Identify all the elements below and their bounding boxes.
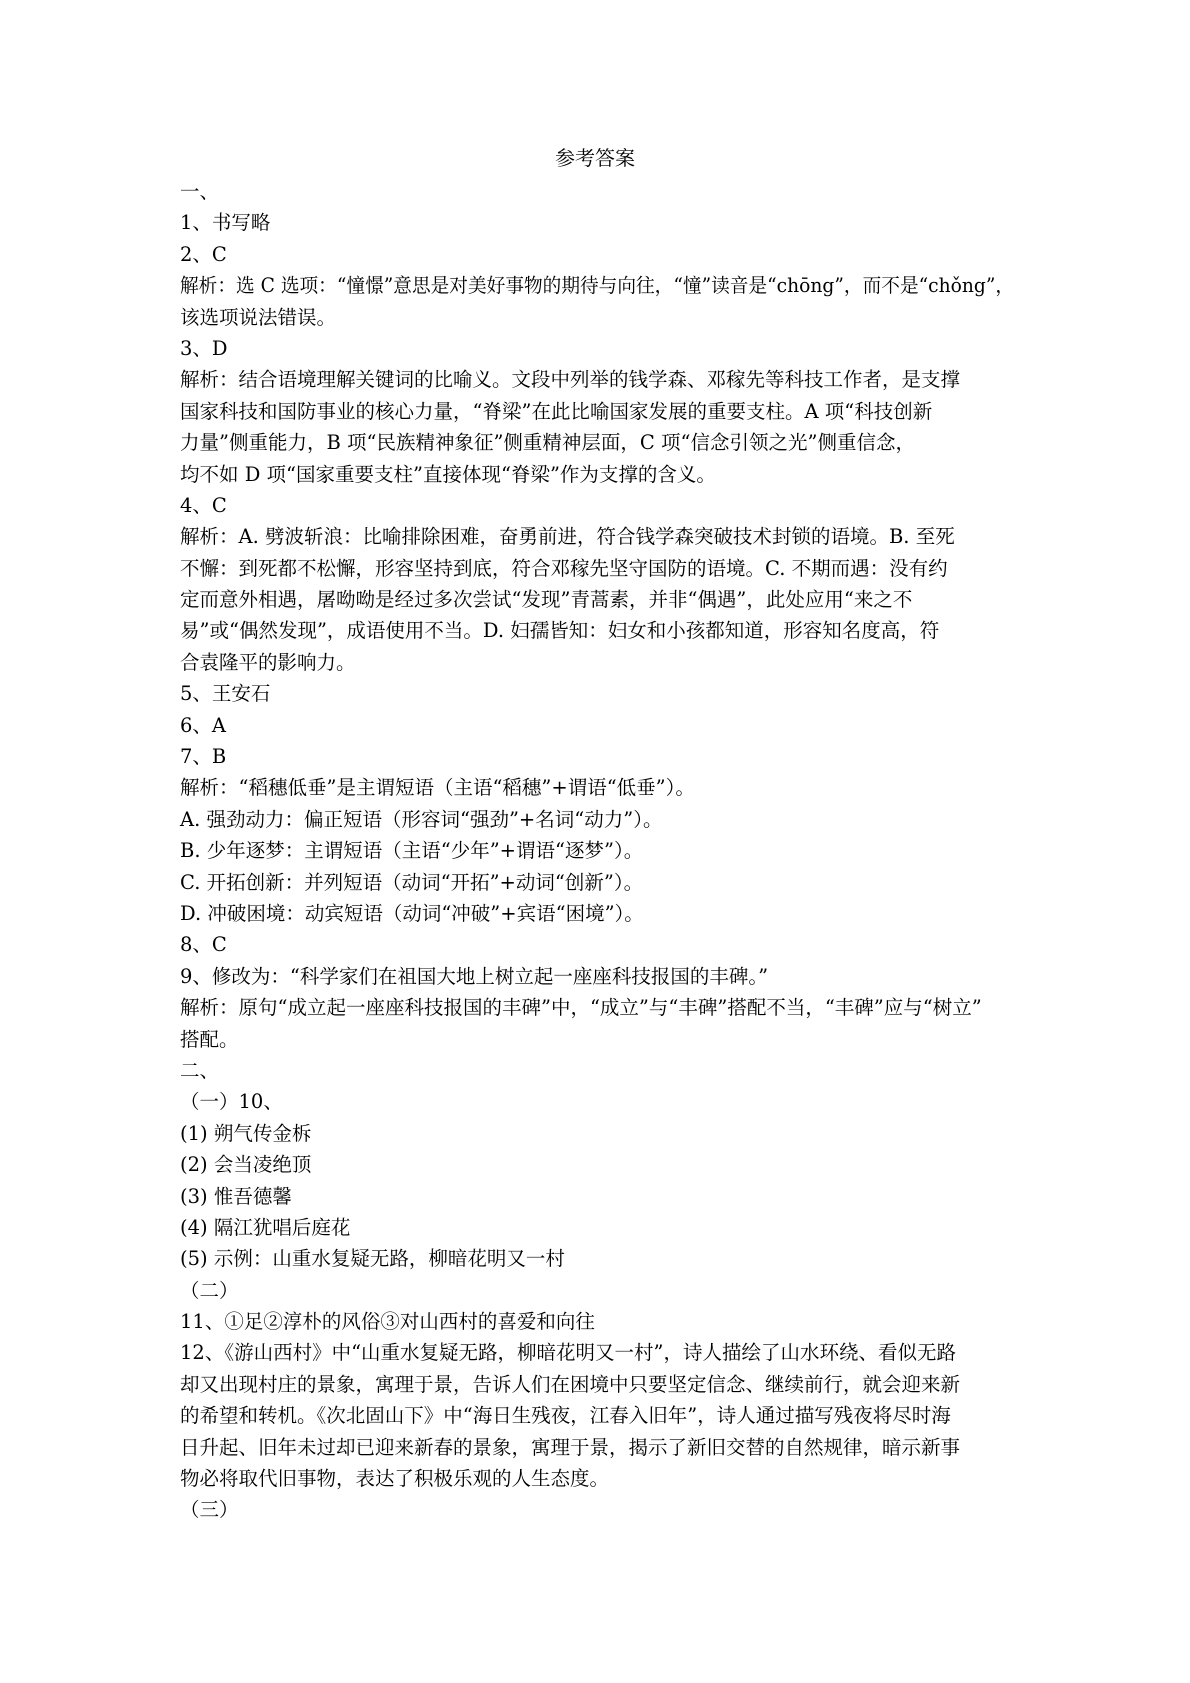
text-line: 均不如 D 项“国家重要支柱”直接体现“脊梁”作为支撑的含义。	[180, 462, 716, 486]
text-line: D. 冲破困境：动宾短语（动词“冲破”+宾语“困境”）。	[180, 901, 644, 925]
text-line: 定而意外相遇，屠呦呦是经过多次尝试“发现”青蒿素，并非“偶遇”，此处应用“来之不	[180, 588, 913, 612]
text-line: （一）10、	[180, 1090, 283, 1114]
text-line: 解析：选 C 选项：“憧憬”意思是对美好事物的期待与向往，“憧”读音是“chōng”，而不是“chǒng”，	[180, 274, 1015, 298]
text-line: 7、B	[180, 745, 227, 769]
text-line: (4) 隔江犹唱后庭花	[180, 1215, 351, 1239]
text-line: 二、	[180, 1058, 220, 1082]
text-line: 合袁隆平的影响力。	[180, 650, 356, 674]
text-line: 该选项说法错误。	[180, 305, 337, 329]
text-line: 6、A	[180, 713, 226, 737]
text-line: 不懈：到死都不松懈，形容坚持到底，符合邓稼先坚守国防的语境。C. 不期而遇：没有约	[180, 556, 948, 580]
document-title: 参考答案	[555, 146, 635, 170]
text-line: 8、C	[180, 933, 227, 957]
text-line: 却又出现村庄的景象，寓理于景，告诉人们在困境中只要坚定信念、继续前行，就会迎来新	[180, 1372, 961, 1396]
text-line: （二）	[180, 1278, 239, 1302]
text-line: 9、修改为：“科学家们在祖国大地上树立起一座座科技报国的丰碑。”	[180, 964, 769, 988]
text-line: 国家科技和国防事业的核心力量，“脊梁”在此比喻国家发展的重要支柱。A 项“科技创新	[180, 399, 933, 423]
text-line: 的希望和转机。《次北固山下》中“海日生残夜，江春入旧年”，诗人通过描写残夜将尽时海	[180, 1404, 951, 1428]
document-body	[180, 176, 1014, 1526]
text-line: B. 少年逐梦：主谓短语（主语“少年”+谓语“逐梦”）。	[180, 839, 644, 863]
text-line: C. 开拓创新：并列短语（动词“开拓”+动词“创新”）。	[180, 870, 644, 894]
text-line: 日升起、旧年未过却已迎来新春的景象，寓理于景，揭示了新旧交替的自然规律，暗示新事	[180, 1435, 961, 1459]
text-line: 物必将取代旧事物，表达了积极乐观的人生态度。	[180, 1467, 610, 1491]
text-line: 力量”侧重能力，B 项“民族精神象征”侧重精神层面，C 项“信念引领之光”侧重信念，	[180, 431, 915, 455]
text-line: 搭配。	[180, 1027, 239, 1051]
text-line: (1) 朔气传金柝	[180, 1121, 312, 1145]
text-line: (5) 示例：山重水复疑无路，柳暗花明又一村	[180, 1247, 565, 1271]
text-line: 解析：结合语境理解关键词的比喻义。文段中列举的钱学森、邓稼先等科技工作者，是支撑	[180, 368, 961, 392]
text-line: 12、《游山西村》中“山重水复疑无路，柳暗花明又一村”，诗人描绘了山水环绕、看似无路	[180, 1341, 957, 1365]
text-line: 解析：原句“成立起一座座科技报国的丰碑”中，“成立”与“丰碑”搭配不当，“丰碑”应与“树立”	[180, 996, 982, 1020]
text-line: （三）	[180, 1498, 239, 1522]
text-line: (2) 会当凌绝顶	[180, 1153, 312, 1177]
text-line: 2、C	[180, 242, 227, 266]
text-line: 1、书写略	[180, 211, 271, 235]
text-line: A. 强劲动力：偏正短语（形容词“强劲”+名词“动力”）。	[180, 807, 663, 831]
text-line: 5、王安石	[180, 682, 271, 706]
text-line: 解析：“稻穗低垂”是主谓短语（主语“稻穗”+谓语“低垂”）。	[180, 776, 695, 800]
text-line: 3、D	[180, 336, 228, 360]
text-line: (3) 惟吾德馨	[180, 1184, 292, 1208]
text-line: 11、①足②淳朴的风俗③对山西村的喜爱和向往	[180, 1310, 595, 1334]
text-line: 易”或“偶然发现”，成语使用不当。D. 妇孺皆知：妇女和小孩都知道，形容知名度高，符	[180, 619, 940, 643]
text-line: 4、C	[180, 493, 227, 517]
text-line: 一、	[180, 180, 220, 203]
text-line: 解析：A. 劈波斩浪：比喻排除困难，奋勇前进，符合钱学森突破技术封锁的语境。B. 至死	[180, 525, 955, 549]
